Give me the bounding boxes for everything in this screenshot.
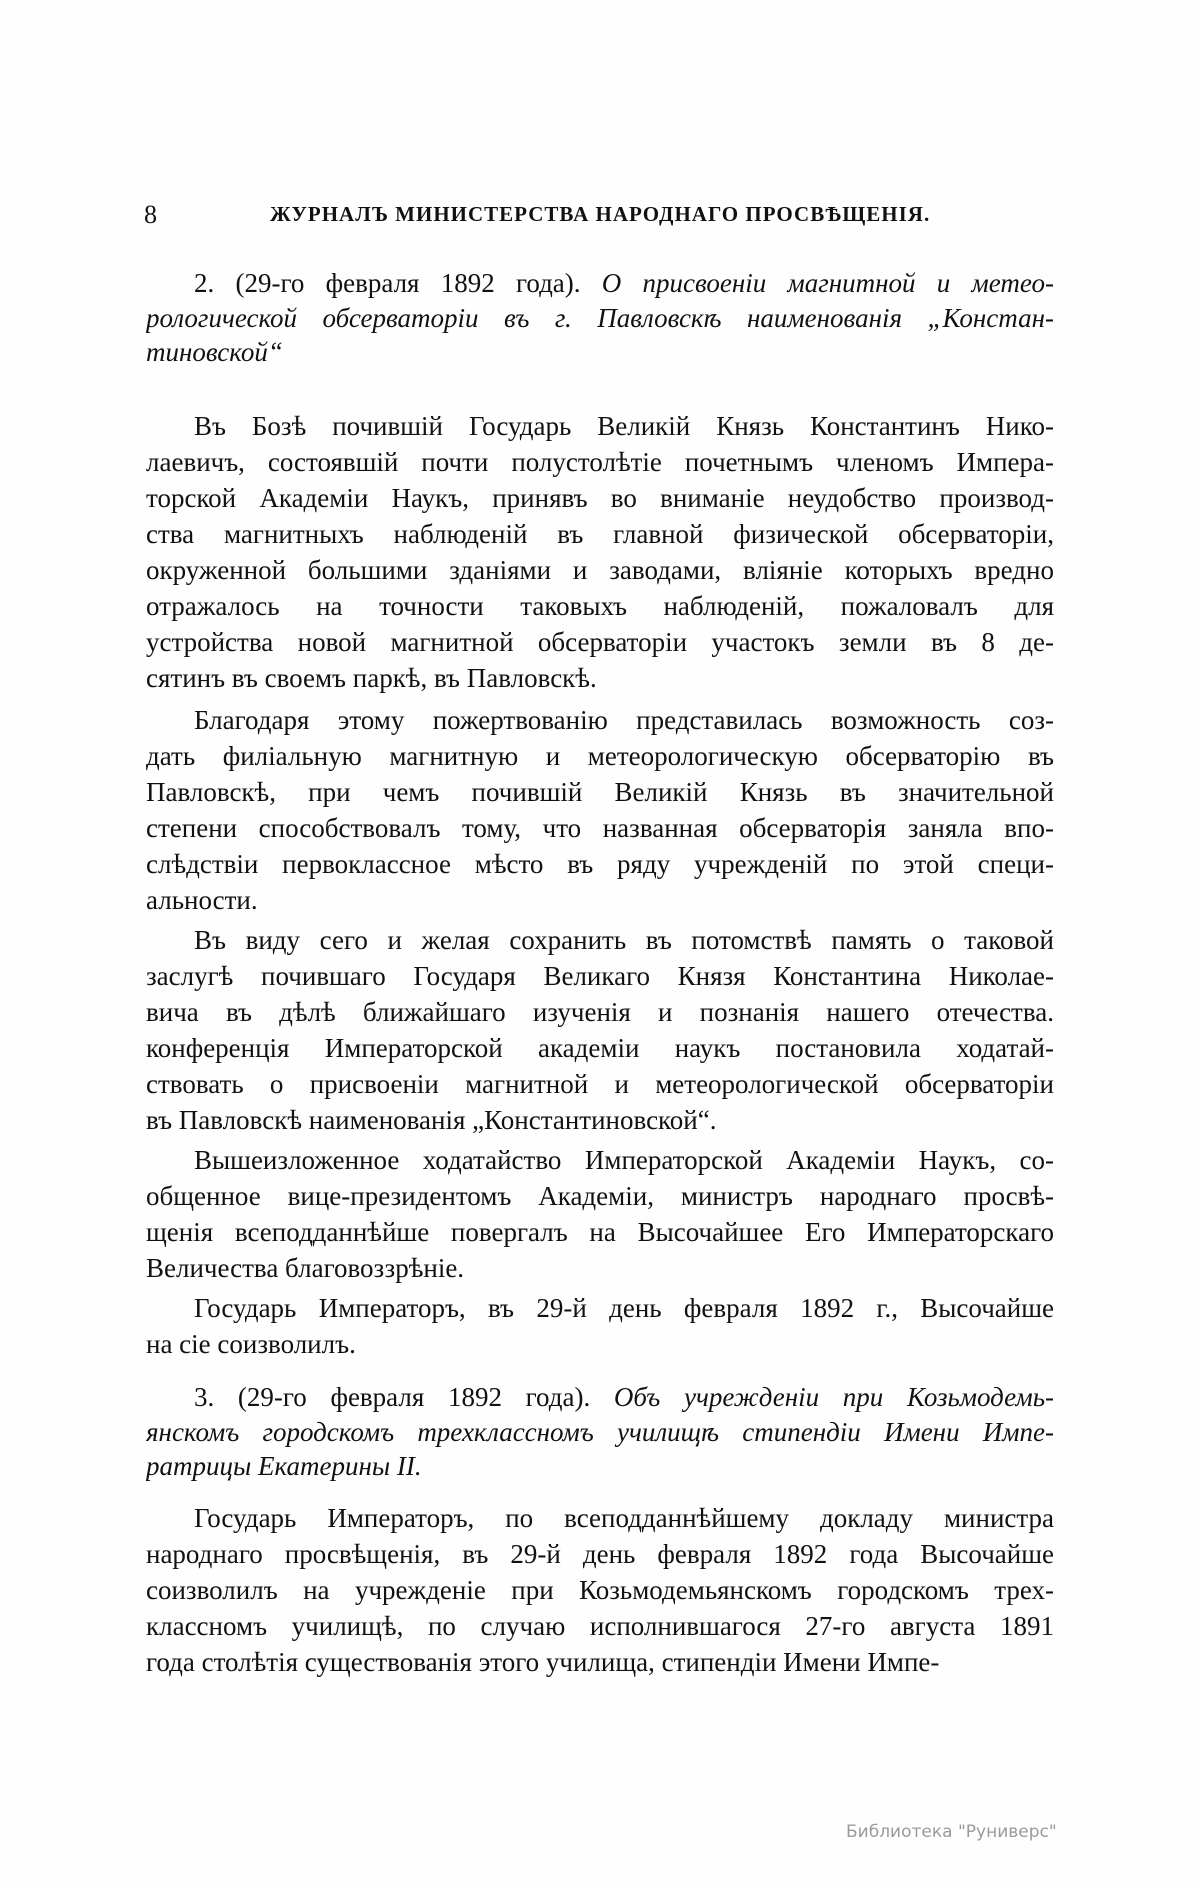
title-line <box>146 301 1054 336</box>
text-line: на сіе соизволилъ. <box>146 1329 356 1359</box>
library-watermark: Библиотека "Руниверс" <box>846 1822 1057 1842</box>
title-line <box>146 335 1054 370</box>
text-line: окруженной большими зданіями и заводами, вліяніе которыхъ вредно <box>146 555 1054 585</box>
text-line: ства магнитныхъ наблюденій въ главной физической обсерваторіи, <box>146 519 1054 549</box>
text-line: щенія всеподданнѣйше повергалъ на Высочайшее Его Императорскаго <box>146 1217 1054 1247</box>
title-number-date: 2. (29-го февраля 1892 года). <box>194 268 602 298</box>
text-line: ствовать о присвоеніи магнитной и метеорологической обсерваторіи <box>146 1069 1054 1099</box>
text-line: дать филіальную магнитную и метеорологическую обсерваторію въ <box>146 741 1054 771</box>
text-line: заслугѣ почившаго Государя Великаго Князя Константина Николае- <box>146 961 1054 991</box>
text-line: Государь Императоръ, по всеподданнѣйшему докладу министра <box>194 1503 1054 1533</box>
text-line: Благодаря этому пожертвованію представилась возможность соз- <box>194 705 1054 735</box>
page-number: 8 <box>144 200 157 229</box>
title-line <box>146 1449 1054 1484</box>
title-subject: Объ учрежденіи при Козьмодемь- <box>613 1382 1054 1412</box>
title-line <box>146 1380 1054 1415</box>
text-line: народнаго просвѣщенія, въ 29-й день февраля 1892 года Высочайше <box>146 1539 1054 1569</box>
text-line: альности. <box>146 885 258 915</box>
text-line: общенное вице-президентомъ Академіи, министръ народнаго просвѣ- <box>146 1181 1054 1211</box>
text-line: лаевичъ, состоявшій почти полустолѣтіе почетнымъ членомъ Импера- <box>146 447 1054 477</box>
title-subject: ратрицы Екатерины II. <box>146 1451 422 1481</box>
text-line: слѣдствіи первоклассное мѣсто въ ряду учрежденій по этой специ- <box>146 849 1054 879</box>
text-line: отражалось на точности таковыхъ наблюденій, пожаловалъ для <box>146 591 1054 621</box>
text-line: въ Павловскѣ наименованія „Константиновской“. <box>146 1105 717 1135</box>
title-subject: янскомъ городскомъ трехклассномъ училищѣ стипендіи Имени Импе- <box>146 1416 1054 1447</box>
text-line: классномъ училищѣ, по случаю исполнившагося 27-го августа 1891 <box>146 1611 1054 1641</box>
text-line: Павловскѣ, при чемъ почившій Великій Князь въ значительной <box>146 777 1054 807</box>
paragraph <box>146 1290 1054 1362</box>
text-line: степени способствовалъ тому, что названная обсерваторія заняла впо- <box>146 813 1054 843</box>
text-line: Вышеизложенное ходатайство Императорской Академіи Наукъ, со- <box>194 1145 1054 1175</box>
running-header <box>144 200 934 234</box>
text-line: конференція Императорской академіи наукъ постановила ходатай- <box>146 1033 1054 1063</box>
section-3-title <box>146 1380 1054 1484</box>
title-subject: О присвоеніи магнитной и метео- <box>601 268 1054 298</box>
text-line: Въ Бозѣ почившій Государь Великій Князь Константинъ Нико- <box>194 411 1054 441</box>
title-subject: тиновской“ <box>146 337 283 367</box>
text-line: вича въ дѣлѣ ближайшаго изученія и познанія нашего отечества. <box>146 997 1054 1027</box>
text-line: соизволилъ на учрежденіе при Козьмодемьянскомъ городскомъ трех- <box>146 1575 1054 1605</box>
paragraph <box>146 408 1054 696</box>
text-line: Въ виду сего и желая сохранить въ потомствѣ память о таковой <box>194 925 1054 955</box>
title-subject: рологической обсерваторіи въ г. Павловскѣ наименованія „Констан- <box>146 302 1054 333</box>
paragraph <box>146 1500 1054 1680</box>
text-line: устройства новой магнитной обсерваторіи участокъ земли въ 8 де- <box>146 627 1054 657</box>
title-line <box>146 266 1054 301</box>
paragraph <box>146 922 1054 1138</box>
text-line: года столѣтія существованія этого училища, стипендіи Имени Импе- <box>146 1647 940 1677</box>
text-line: сятинъ въ своемъ паркѣ, въ Павловскѣ. <box>146 663 597 693</box>
title-number-date: 3. (29-го февраля 1892 года). <box>194 1382 614 1412</box>
text-line: торской Академіи Наукъ, принявъ во вниманіе неудобство производ- <box>146 483 1054 513</box>
text-line: Величества благовоззрѣніе. <box>146 1253 465 1283</box>
title-line <box>146 1415 1054 1450</box>
journal-title: ЖУРНАЛЪ МИНИСТЕРСТВА НАРОДНАГО ПРОСВѢЩЕНІЯ. <box>270 202 931 226</box>
text-line: Государь Императоръ, въ 29-й день февраля 1892 г., Высочайше <box>194 1293 1054 1323</box>
paragraph <box>146 1142 1054 1286</box>
section-2-title <box>146 266 1054 370</box>
paragraph <box>146 702 1054 918</box>
